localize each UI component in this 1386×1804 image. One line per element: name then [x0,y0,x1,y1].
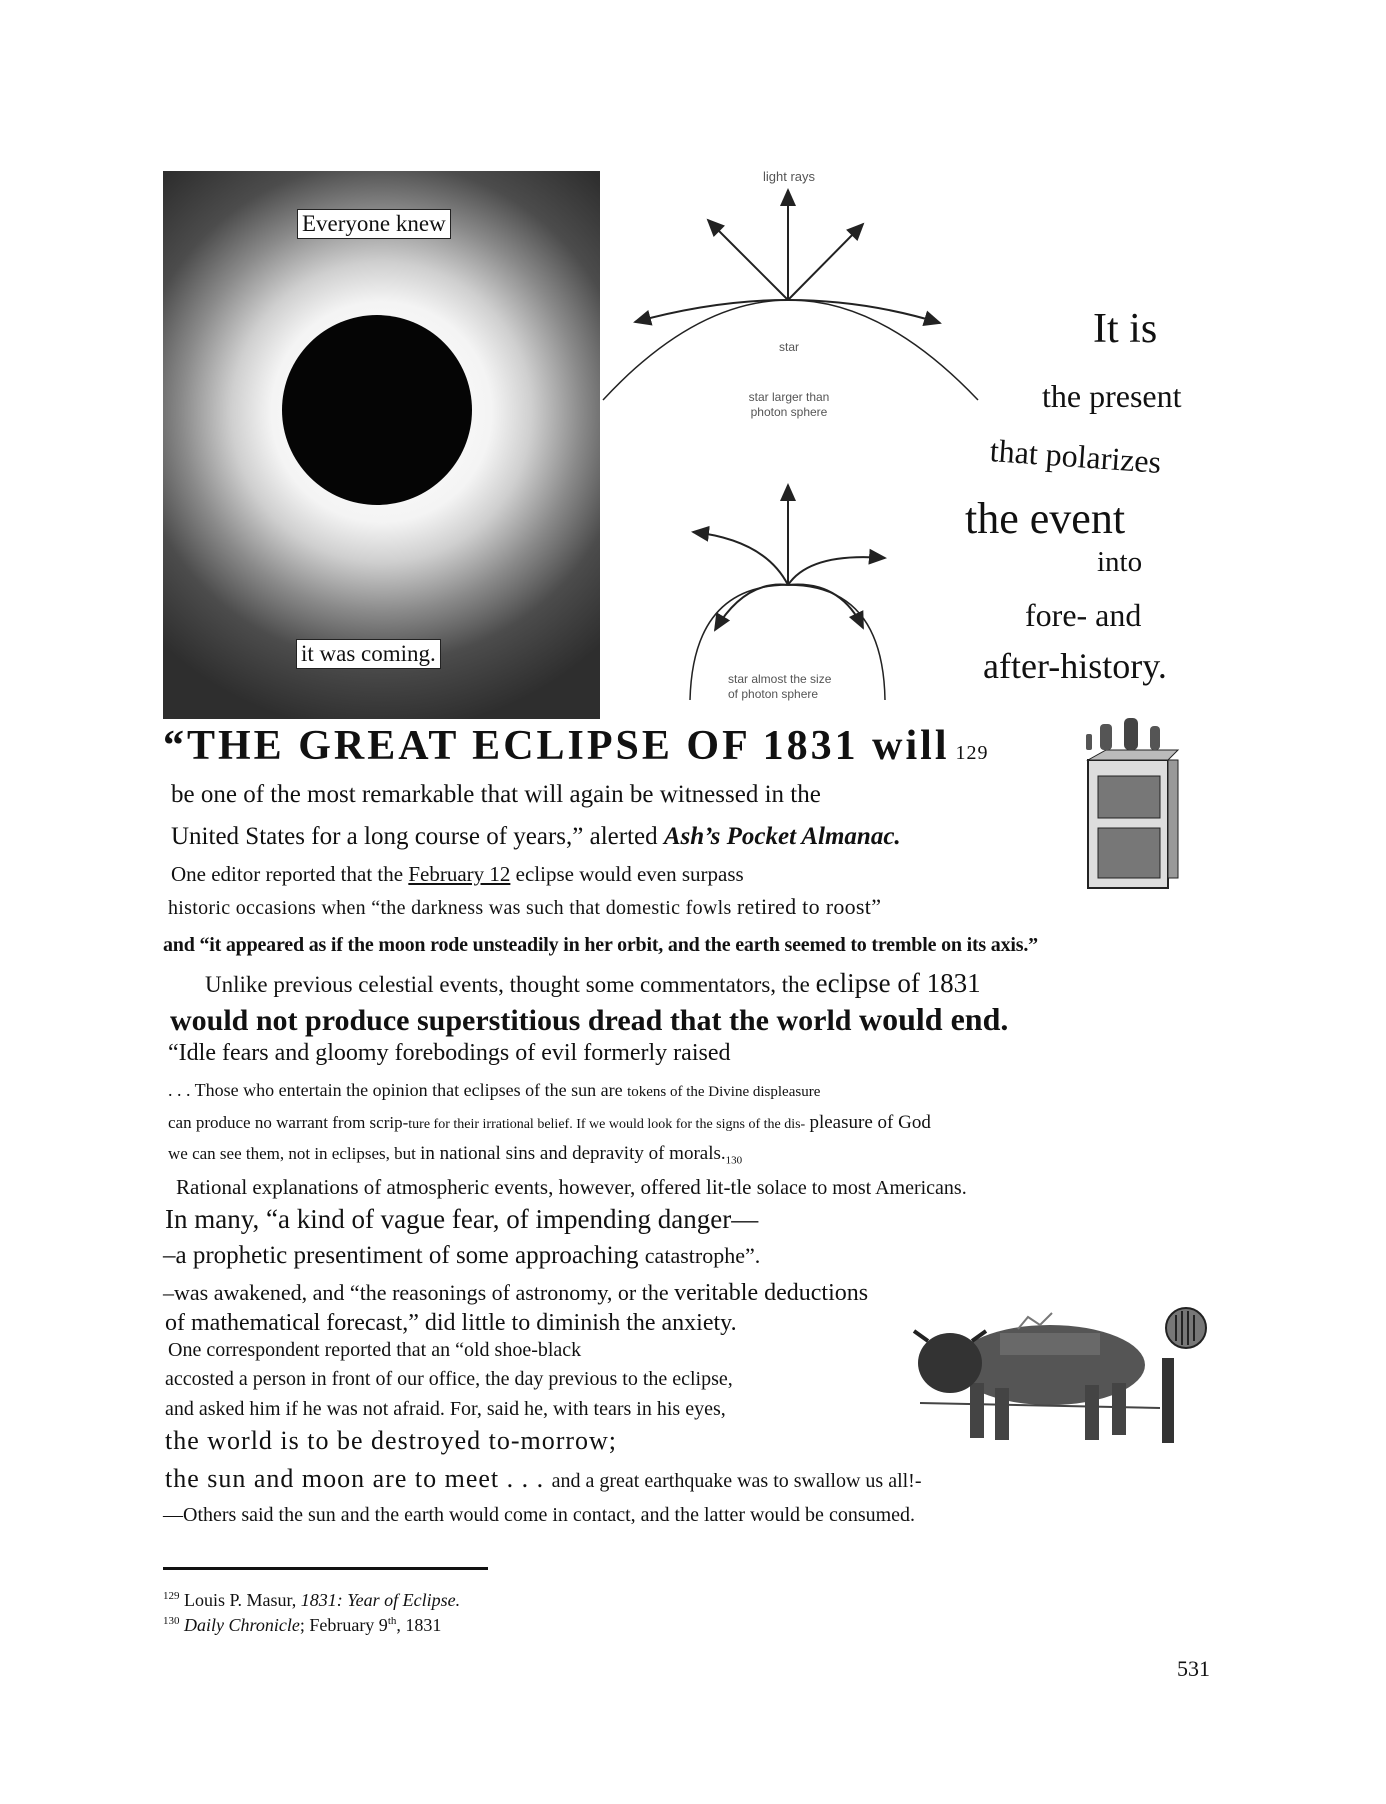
label-star: star [778,340,800,354]
poem-line-3: that polarizes [988,432,1163,480]
body-line-22: —Others said the sun and the earth would come in contact, and the latter would be consumed. [163,1504,916,1526]
ox-engraving [900,1303,1210,1448]
label-light-rays: light rays [762,169,816,184]
poem-line-1: It is [1093,306,1158,352]
body-line-11: we can see them, not in eclipses, but in national sins and depravity of $morals._{130}$ [168,1143,743,1167]
footnote-ref-130: 130 [725,1154,743,1167]
footnote-rule [163,1567,488,1570]
eclipsed-moon [282,315,472,505]
body-line-8: “Idle fears and gloomy forebodings of evil formerly raised [168,1040,731,1066]
body-line-18: accosted a person in front of our office, the day previous to the eclipse, [165,1368,733,1390]
stove-engraving [1078,718,1188,898]
photon-sphere-diagram [595,160,995,720]
body-line-6: Unlike previous celestial events, thought some commentators, the eclipse of 1831 [205,968,981,998]
body-line-21: the sun and moon are to meet . . . and a great earthquake was to swallow us all!- [165,1464,922,1493]
body-line-20: the world is to be destroyed to-morrow; [165,1426,618,1455]
footnote-ref-129: 129 [955,742,989,764]
body-line-19: and asked him if he was not afraid. For, said he, with tears in his eyes, [165,1398,726,1420]
footnote-129: $^{129}$ Louis P. Masur, 1831: Year of Eclipse. [163,1590,461,1610]
body-line-16: of mathematical forecast,” did little to diminish the anxiety. [165,1310,737,1336]
headline [163,722,989,770]
label-star-larger-1: star larger than [748,390,830,404]
body-line-15: –was awakened, and “the reasonings of astronomy, or the veritable deductions [163,1280,869,1306]
body-line-2: United States for a long course of years,” alerted Ash’s Pocket Almanac. [171,823,901,850]
body-line-14: –a prophetic presentiment of some approaching catastrophe”. [163,1242,761,1269]
body-line-17: One correspondent reported that an “old shoe-black [168,1339,582,1361]
poem-line-5: into [1097,546,1143,578]
poem-line-6: fore- and [1025,597,1142,633]
photo-caption-bottom: it was coming. [296,639,441,669]
body-line-13: In many, “a kind of vague fear, of impending danger— [165,1204,759,1234]
body-line-5: and “it appeared as if the moon rode unsteadily in her orbit, and the earth seemed to tremble on its axis.” [163,934,1038,956]
body-line-7: would not produce superstitious dread that the world would end. [170,1001,1009,1037]
body-line-3: One editor reported that the February 12 eclipse would even surpass [171,862,744,886]
body-line-10: can produce no warrant from scrip‐ture for their irrational belief. If we would look for the signs of the dis‐ pleasure of God [168,1112,931,1133]
footnote-130: $^{130}$ Daily Chronicle; February 9th, 1831 [163,1615,442,1635]
page-number: 531 [1177,1656,1210,1681]
headline-text: “THE GREAT ECLIPSE OF 1831 will [163,723,950,769]
photo-caption-top: Everyone knew [297,209,451,239]
label-star-larger-2: photon sphere [750,405,828,419]
body-line-9: . . . Those who entertain the opinion that eclipses of the sun are tokens of the Divine displeasure [168,1080,821,1100]
poem-line-7: after-history. [983,646,1167,686]
label-star-almost-2: of photon sphere [728,687,819,701]
body-line-12: Rational explanations of atmospheric events, however, offered lit‐tle solace to most Americans. [176,1175,967,1199]
body-line-1: be one of the most remarkable that will again be witnessed in the [171,781,821,808]
poem-line-4: the event [965,494,1126,543]
label-star-almost-1: star almost the size [728,672,832,686]
eclipse-photo [163,171,600,719]
body-line-4: historic occasions when “the darkness was such that domestic fowls retired to roost” [168,894,882,919]
poem-line-2: the present [1042,378,1182,414]
